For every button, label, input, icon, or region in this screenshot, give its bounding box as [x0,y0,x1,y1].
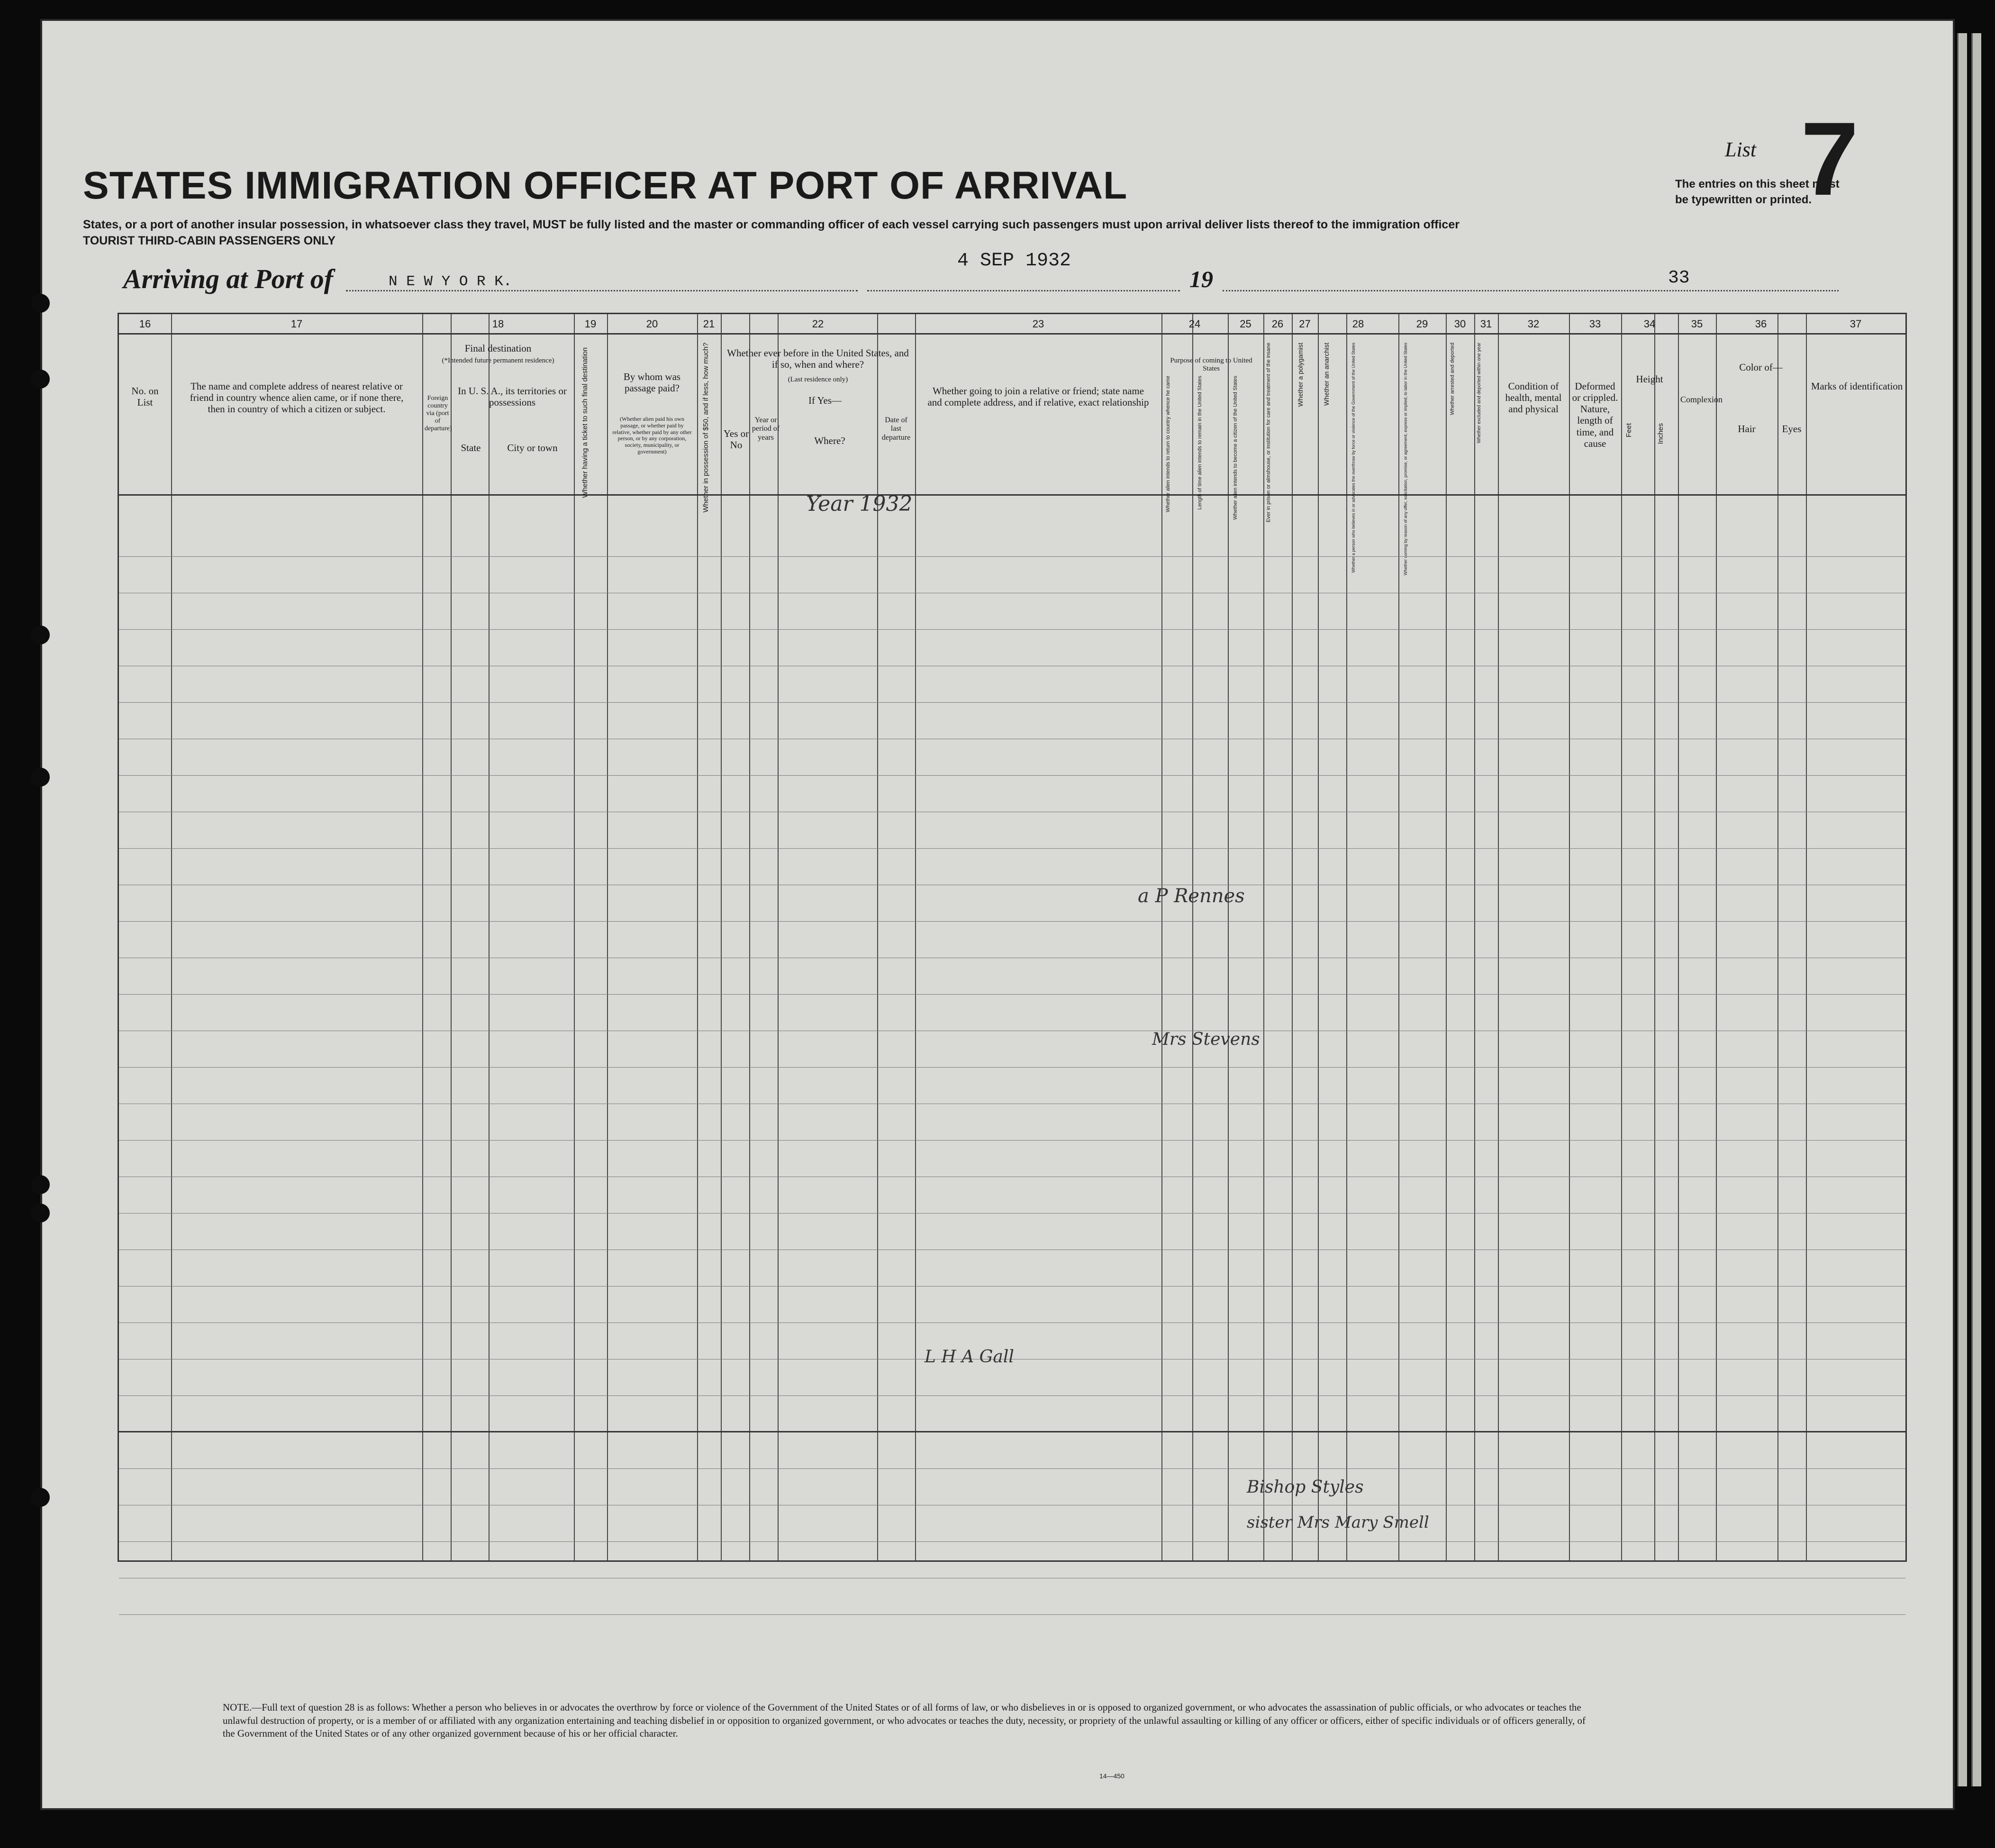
header-money: Whether in possession of $50, and if less, how much? [702,343,710,513]
row-rule [119,994,1905,995]
column-divider [1716,314,1717,1560]
column-divider [607,314,608,1560]
handwritten-row27-note: Bishop Styles [1247,1477,1364,1497]
column-divider [1346,314,1347,1560]
year-dotted-line [1223,290,1839,291]
header-join-relative: Whether going to join a relative or friend; state name and complete address, and if relative, exact relationship [927,385,1149,408]
column-divider [915,314,916,1560]
list-label: List [1725,138,1757,161]
header-length-time: Length of time alien intends to remain in the United States [1197,376,1203,510]
column-number: 30 [1454,318,1466,330]
port-value: N E W Y O R K. [389,273,512,290]
row-rule [119,1468,1905,1469]
column-number: 21 [703,318,715,330]
page-title: STATES IMMIGRATION OFFICER AT PORT OF ARRIVAL [83,164,1128,207]
footnote: NOTE.—Full text of question 28 is as follows: Whether a person who believes in or advocates the overthrow by force or violence of the Government of the United States or of all forms of law, or who disbelieves in or is opposed to organized government, or who advocates the assassination of public officials, or who advocates or teaches the unlawful destruction of property, or is a member of or affiliated with any organization entertaining and teaching disbelief in or opposition to organized government, or who advocates or teaches the duty, necessity, or propriety of the unlawful assaulting or killing of any officer or officers, either of specific individuals or of officers generally, of the Government of the United States or of any other organized government because of his or her official character. [223,1702,1586,1739]
column-divider [1446,314,1447,1560]
year-suffix: 33 [1668,268,1690,288]
header-citizen: Whether alien intends to become a citizen of the United States [1233,376,1238,520]
column-divider [574,314,575,1560]
row-rule [119,848,1905,849]
column-divider [1678,314,1679,1560]
header-ticket: Whether having a ticket to such final destination [581,347,589,498]
column-divider [749,314,750,1560]
column-number: 37 [1850,318,1862,330]
row-rule [119,1541,1905,1542]
column-number: 28 [1352,318,1364,330]
handwritten-year-note: Year 1932 [806,492,913,516]
manifest-table [118,313,1907,1562]
column-number: 36 [1755,318,1767,330]
handwritten-row28-note: sister Mrs Mary Smell [1247,1513,1429,1532]
header-complexion: Complexion [1680,395,1723,404]
binder-hole [31,370,50,389]
column-divider [697,314,698,1560]
header-final-destination: Final destination [464,343,532,354]
column-divider [171,314,172,1560]
page-stack-edge [1957,33,1967,1786]
header-state: State [461,442,481,453]
column-divider [1161,314,1162,1560]
column-divider [1228,314,1229,1560]
row-rule [119,1614,1905,1615]
column-number: 24 [1188,318,1201,330]
column-number: 23 [1032,318,1044,330]
column-number: 25 [1240,318,1251,330]
intro-line-2: TOURIST THIRD-CABIN PASSENGERS ONLY [83,234,336,247]
column-divider [721,314,722,1560]
header-overthrow: Whether a person who believes in or advocates the overthrow by force or violence of the Government of the United States [1351,343,1356,573]
handwritten-row15-note: Mrs Stevens [1152,1030,1260,1049]
column-divider [1654,314,1655,1560]
page-stack-edge [1971,33,1981,1786]
column-number: 32 [1527,318,1540,330]
section-rule [119,1431,1905,1432]
row-rule [119,1067,1905,1068]
column-number: 19 [584,318,597,330]
column-number: 29 [1416,318,1428,330]
column-divider [1777,314,1778,1560]
binder-hole [31,294,50,313]
column-number: 27 [1299,318,1311,330]
header-excluded: Whether excluded and deported within one year [1477,343,1482,444]
header-color-of: Color of— [1739,362,1783,373]
column-divider [1621,314,1622,1560]
row-rule [119,556,1905,557]
column-number: 31 [1480,318,1492,330]
binder-hole [31,1204,50,1223]
row-rule [119,1395,1905,1396]
column-number: 20 [646,318,658,330]
header-rule [119,494,1905,496]
header-deported: Whether arrested and deported [1450,343,1455,415]
column-divider [778,314,779,1560]
header-relative: The name and complete address of nearest relative or friend in country whence alien came, or if none there, then in country of which a citizen or subject. [190,380,404,415]
row-rule [119,702,1905,703]
header-polygamist: Whether a polygamist [1297,343,1304,407]
binder-hole [31,768,50,787]
header-yes-no: Yes or No [723,428,749,451]
handwritten-row11-note: a P Rennes [1138,885,1245,907]
column-divider [422,314,423,1560]
column-number: 18 [492,318,504,330]
header-passage-note: (Whether alien paid his own passage, or whether paid by relative, whether paid by any other person, or by any corporation, society, municipality, or government) [612,416,692,455]
column-number: 26 [1271,318,1284,330]
header-prison: Ever in prison or almshouse, or institution for care and treatment of the insane [1266,343,1271,523]
row-rule [119,1213,1905,1214]
column-divider [489,314,490,1560]
date-stamp: 4 SEP 1932 [957,250,1071,272]
row-rule [119,775,1905,776]
form-number: 14—450 [1099,1772,1124,1780]
intro-line-1: States, or a port of another insular possession, in whatsoever class they travel, MUST be fully listed and the master or commanding officer of each vessel carrying such passengers must upon arrival deliver lists thereof to the immigration officer [83,218,1460,231]
header-if-yes: If Yes— [808,395,842,406]
arriving-label: Arriving at Port of [123,263,334,294]
header-year-period: Year or period of years [752,416,780,442]
header-no-on-list: No. on List [131,385,159,408]
header-city: City or town [507,442,558,453]
list-number: 7 [1801,100,1859,217]
row-rule [119,629,1905,630]
header-eyes: Eyes [1782,423,1802,435]
header-purpose: Purpose of coming to United States [1170,357,1252,373]
column-number: 34 [1643,318,1656,330]
column-divider [1292,314,1293,1560]
column-divider [1318,314,1319,1560]
row-rule [119,921,1905,922]
header-before-note: (Last residence only) [788,376,848,383]
handwritten-row24-note: L H A Gall [925,1347,1014,1367]
header-condition: Condition of health, mental and physical [1505,380,1562,415]
header-passage: By whom was passage paid? [623,371,681,394]
binder-hole [31,1175,50,1194]
header-final-destination-note: (*Intended future permanent residence) [442,357,554,364]
header-marks: Marks of identification [1811,380,1903,392]
column-divider [1192,314,1193,1560]
header-in-usa: In U. S. A., its territories or possessions [458,385,567,408]
column-divider [1263,314,1264,1560]
column-divider [1569,314,1570,1560]
column-number: 17 [290,318,303,330]
column-number: 16 [139,318,151,330]
binder-hole [31,625,50,644]
header-deformed: Deformed or crippled. Nature, length of time, and cause [1572,380,1618,449]
year-prefix: 19 [1189,266,1213,292]
header-height: Height [1636,373,1663,385]
header-foreign-country: Foreign country via (port of departure) [425,395,452,433]
instruction-line-1: The entries on this sheet must [1675,178,1840,190]
header-before-in-us: Whether ever before in the United States, and if so, when and where? [727,347,909,371]
header-anarchist: Whether an anarchist [1323,343,1330,406]
header-where: Where? [814,435,845,446]
binder-hole [31,1488,50,1507]
row-rule [119,1140,1905,1141]
column-number: 22 [812,318,824,330]
column-number: 33 [1589,318,1601,330]
header-intend-return: Whether alien intends to return to country whence he came [1165,376,1171,512]
header-rule [119,333,1905,335]
header-feet: Feet [1625,423,1633,438]
column-divider [1498,314,1499,1560]
date-dotted-line [867,290,1180,291]
header-inches: Inches [1657,423,1665,444]
column-divider [1474,314,1475,1560]
column-divider [1806,314,1807,1560]
column-number: 35 [1691,318,1703,330]
instruction-line-2: be typewritten or printed. [1675,193,1812,206]
header-date-departure: Date of last departure [881,416,911,442]
header-hair: Hair [1738,423,1756,435]
header-offer: Whether coming by reason of any offer, solicitation, promise, or agreement, express or implied, to labor in the United States [1403,343,1408,576]
column-divider [451,314,452,1560]
column-divider [1398,314,1399,1560]
port-dotted-line [346,290,858,291]
